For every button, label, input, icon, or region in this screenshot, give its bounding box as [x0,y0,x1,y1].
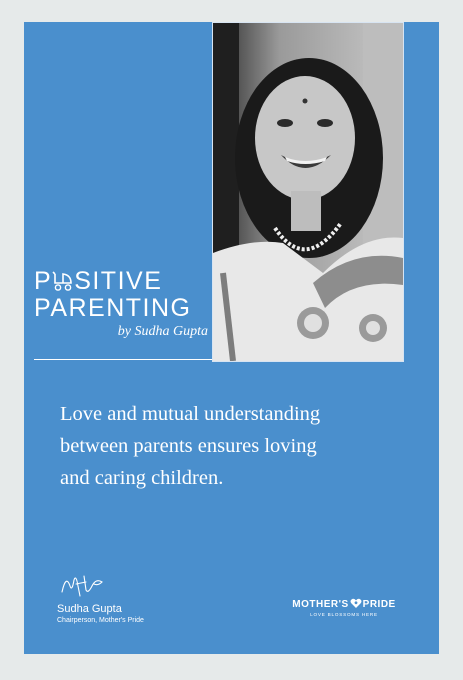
quote-line: and caring children. [60,467,224,489]
portrait-illustration [213,23,403,361]
positive-parenting-logo [34,267,212,340]
author-name: Sudha Gupta [57,603,122,615]
brand-title-prefix: P [34,267,53,295]
divider [34,359,212,360]
pram-icon [52,270,74,292]
brand-title-rest: SITIVE [74,267,163,295]
portrait-photo [212,22,404,362]
logo-title-left: MOTHER'S [292,599,349,610]
quote-line: Love and mutual understanding [60,403,321,425]
logo-title-right: PRIDE [362,599,396,610]
quote [60,398,430,494]
brand-title-line1 [34,267,212,295]
brand-byline: by Sudha Gupta [117,324,208,339]
logo-tagline: LOVE BLOSSOMS HERE [310,612,378,617]
mothers-pride-logo [281,598,407,617]
quote-line: between parents ensures loving [60,435,317,457]
heart-icon [350,598,362,609]
poster [24,22,439,654]
brand-title-line2: PARENTING [34,294,192,322]
author-role: Chairperson, Mother's Pride [57,617,144,624]
logo-title [281,598,407,610]
handwritten-signature [58,572,108,598]
